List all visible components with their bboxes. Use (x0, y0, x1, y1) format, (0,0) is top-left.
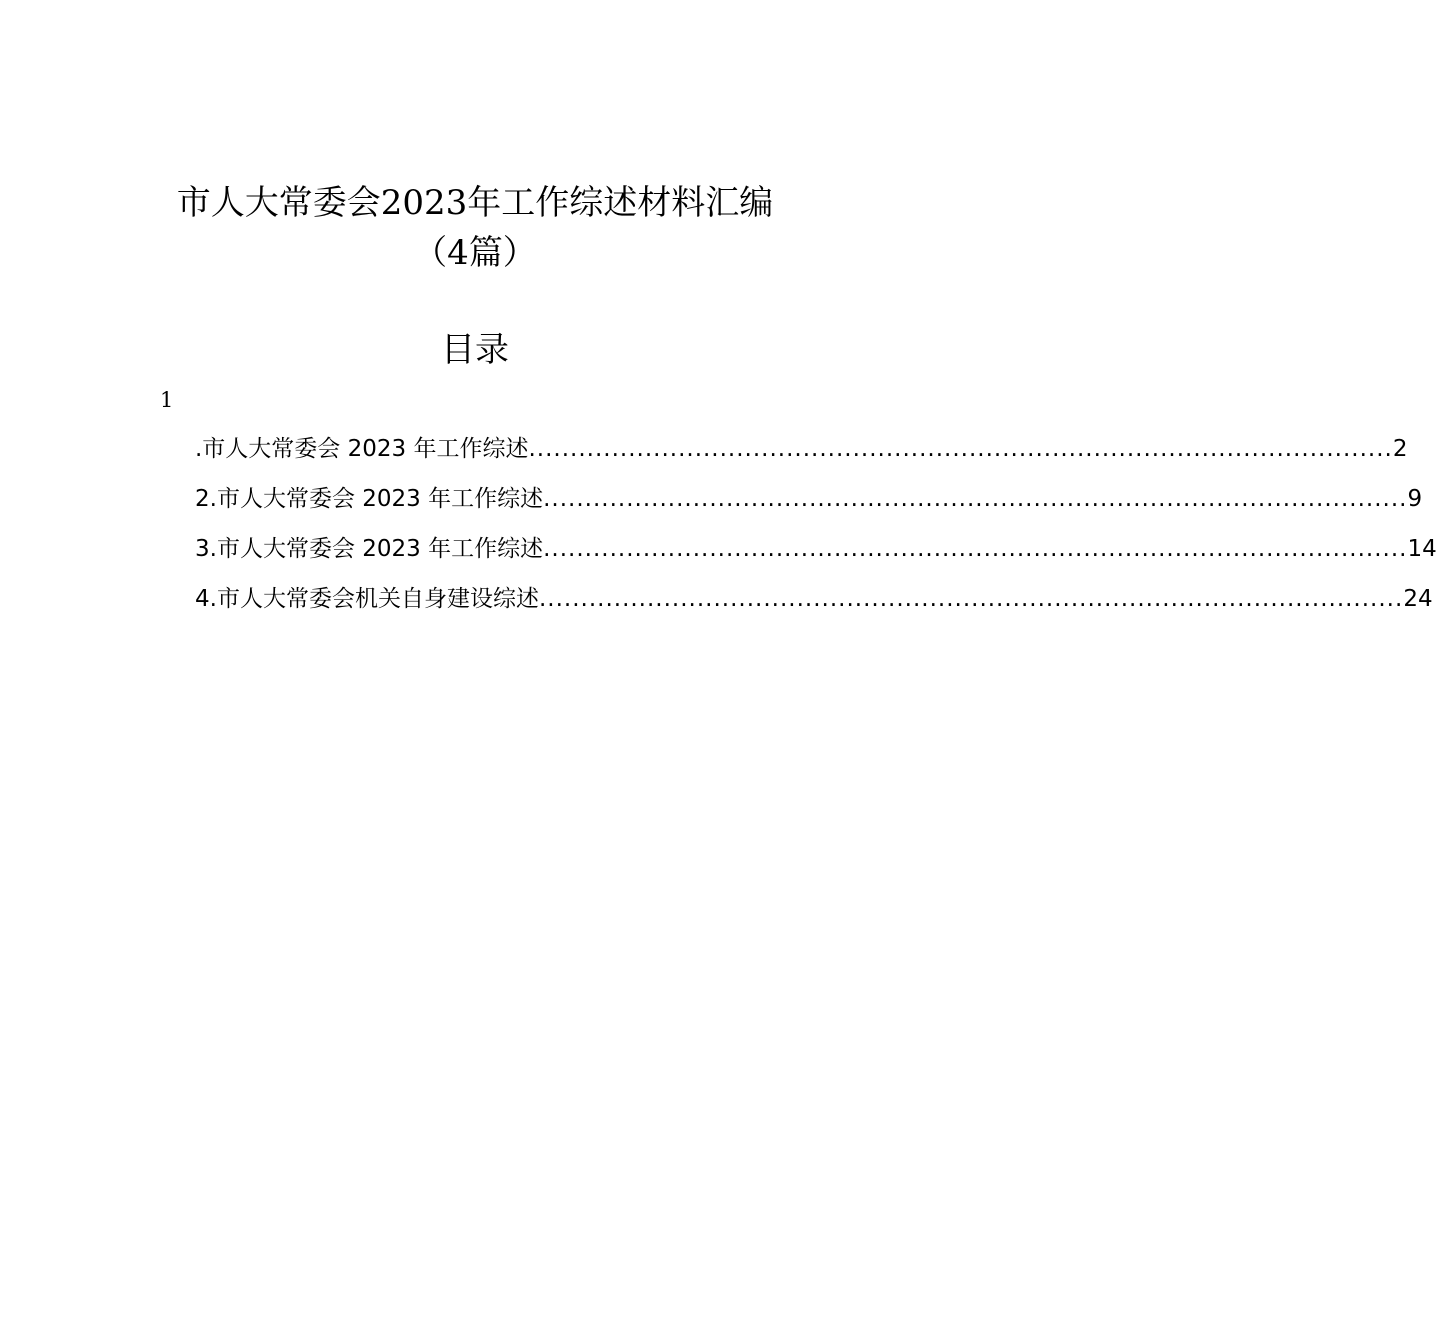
toc-leader-dots: ........................................................................................................ (543, 536, 1408, 562)
toc-leader-dots: ........................................................................................................ (528, 436, 1393, 462)
toc-leader-dots: ........................................................................................................ (538, 586, 1404, 612)
toc-entry[interactable] (195, 482, 1423, 532)
subtitle-close: 篇） (468, 233, 537, 273)
title-year: 2023 (380, 183, 468, 223)
toc-entry[interactable] (195, 532, 1437, 582)
toc-entry-title: 4.市人大常委会机关自身建设综述 (195, 586, 539, 612)
toc-entry-page: 2 (1392, 436, 1408, 462)
title-prefix: 市人大常委会 (176, 183, 381, 223)
toc-leader-dots: ........................................................................................................ (543, 486, 1408, 512)
list-marker: 1 (160, 388, 174, 412)
toc-entry-page: 14 (1407, 536, 1437, 562)
toc-entry-page: 9 (1407, 486, 1423, 512)
toc-entry-title: .市人大常委会 2023 年工作综述 (195, 436, 529, 462)
toc-entry[interactable] (195, 582, 1433, 632)
document-title (0, 183, 950, 223)
document-subtitle (0, 233, 950, 273)
subtitle-open: （ (413, 233, 448, 273)
toc-entry-page: 24 (1403, 586, 1433, 612)
toc-heading: 目录 (441, 330, 509, 370)
table-of-contents (195, 432, 1437, 632)
toc-entry[interactable] (195, 432, 1408, 482)
toc-entry-title: 3.市人大常委会 2023 年工作综述 (195, 536, 544, 562)
title-suffix: 年工作综述材料汇编 (467, 183, 774, 223)
toc-entry-title: 2.市人大常委会 2023 年工作综述 (195, 486, 544, 512)
subtitle-count: 4 (447, 233, 469, 273)
